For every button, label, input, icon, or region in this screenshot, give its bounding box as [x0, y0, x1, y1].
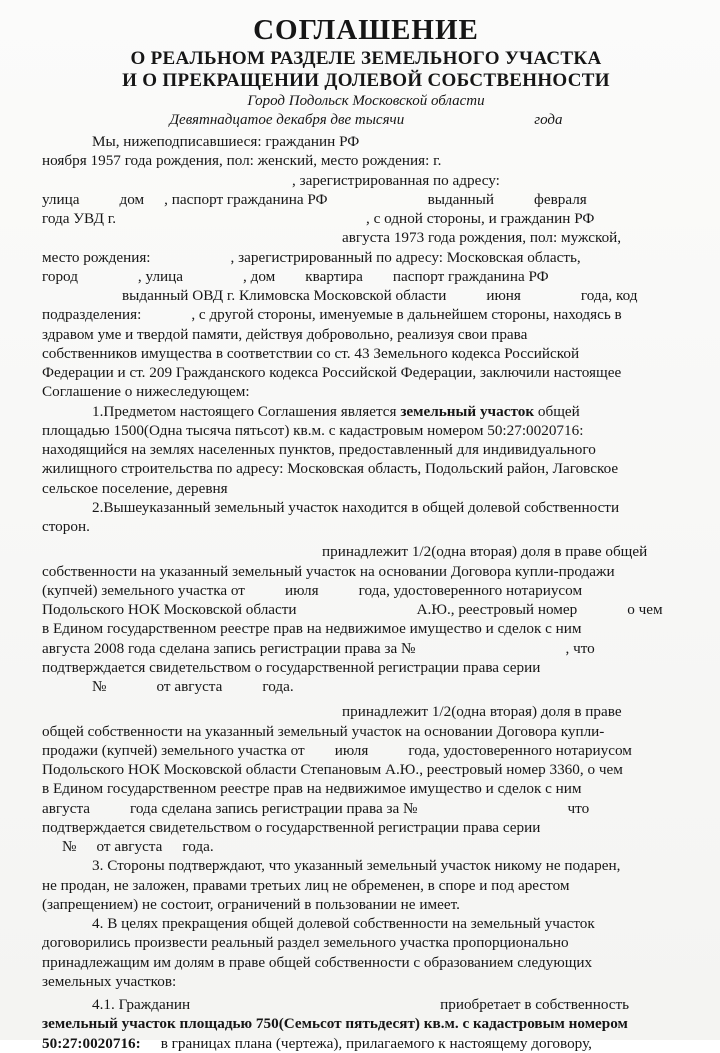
clause-4-line-2 [42, 933, 690, 952]
clause-2a-line-3 [42, 581, 690, 600]
intro-text: паспорт гражданина РФ [392, 267, 549, 285]
date-text: Девятнадцатое декабря две тысячи [169, 112, 405, 128]
intro-line-5 [42, 209, 690, 228]
intro-text: выданный [427, 190, 494, 208]
clause-text: общей [537, 402, 580, 420]
clause-4-1-line-2 [42, 1014, 690, 1033]
clause-4-1-line-3 [42, 1034, 690, 1053]
clause-text: Подольского НОК Московской области Степановым А.Ю., реестровый номер 3360, о чем [42, 761, 623, 778]
clause-2a-line-1 [42, 542, 690, 561]
clause-1-line-2 [42, 421, 690, 440]
intro-text: года, код [580, 287, 638, 304]
intro-text: собственников имущества в соответствии со ст. 43 Земельного кодекса Российской [42, 344, 580, 362]
clause-2a-line-5 [42, 619, 690, 638]
clause-text: года, удостоверенного нотариусом [358, 581, 583, 599]
intro-line-14 [42, 382, 690, 401]
intro-text: , дом [243, 267, 276, 285]
clause-text: общей собственности на указанный земельный участок на основании Договора купли- [42, 722, 605, 740]
clause-text: не продан, не заложен, правами третьих лиц не обременен, в споре и под арестом [42, 876, 570, 894]
clause-text: 1.Предметом настоящего Соглашения является [92, 402, 397, 420]
clause-3-line-3 [42, 895, 690, 914]
clause-text: сельское поселение, деревня [42, 479, 228, 497]
intro-text: здравом уме и твердой памяти, действуя добровольно, реализуя свои права [42, 325, 528, 343]
clause-4-line-1 [42, 914, 690, 933]
clause-text: принадлежит 1/2(одна вторая) доля в праве [342, 703, 622, 721]
intro-line-6 [42, 228, 690, 247]
clause-text: года, удостоверенного нотариусом [408, 741, 632, 759]
document-title: СОГЛАШЕНИЕ [253, 14, 479, 46]
clause-4-line-4 [42, 972, 690, 991]
intro-line-11 [42, 325, 690, 344]
clause-3-line-1 [42, 856, 690, 875]
clause-text: 3. Стороны подтверждают, что указанный земельный участок никому не подарен, [92, 857, 621, 875]
clause-3-line-2 [42, 876, 690, 895]
intro-text: года УВД г. [42, 210, 117, 227]
intro-line-3 [42, 171, 690, 190]
clause-1-line-4 [42, 459, 690, 478]
clause-1-line-1 [42, 402, 690, 421]
clause-text: подтверждается свидетельством о государственной регистрации права серии [42, 658, 541, 676]
clause-text: в Едином государственном реестре прав на недвижимое имущество и сделок с ним [42, 620, 582, 638]
clause-text: августа 2008 года сделана запись регистрации права за № [42, 639, 416, 657]
clause-text: подтверждается свидетельством о государственной регистрации права серии [42, 818, 541, 836]
clause-text: приобретает в собственность [440, 996, 630, 1013]
clause-text: 4.1. [92, 996, 115, 1013]
clause-text: августа [114, 838, 163, 855]
clause-2b-line-4 [42, 760, 690, 779]
clause-2b-line-6 [42, 799, 690, 818]
intro-text: квартира [305, 267, 363, 285]
clause-text: договорились произвести реальный раздел земельного участка пропорционально [42, 934, 569, 952]
clause-2a-line-8 [42, 677, 690, 696]
clause-2a-line-2 [42, 562, 690, 581]
intro-text: выданный ОВД г. Климовска Московской области [122, 287, 447, 304]
clause-text: (запрещением) не состоит, ограничений в пользовании не имеет. [42, 895, 460, 913]
intro-text: , паспорт гражданина РФ [164, 190, 328, 208]
intro-line-4 [42, 190, 690, 209]
clause-text: жилищного строительства по адресу: Московская область, Подольский район, Лаговское [42, 460, 619, 478]
intro-text: место рождения: [42, 248, 151, 266]
intro-text: , с одной стороны, и гражданин РФ [366, 210, 595, 227]
clause-text: года. [262, 678, 294, 695]
clause-text: Подольского НОК Московской области [42, 601, 297, 618]
clause-text: июля [334, 741, 369, 759]
intro-line-7 [42, 248, 690, 267]
clause-text: находящийся на землях населенных пунктов, предоставленный для индивидуального [42, 441, 596, 458]
clause-text: о чем [627, 601, 663, 618]
clause-bold-text: земельный участок [400, 402, 535, 420]
date-year-word: года [534, 112, 563, 128]
intro-text: февраля [534, 190, 587, 208]
clause-2b-line-7 [42, 818, 690, 837]
clause-text: года сделана запись регистрации права за № [130, 799, 418, 817]
clause-text: (купчей) земельного участка от [42, 581, 245, 599]
clause-bold-text: 50:27:0020716: [42, 1034, 141, 1052]
clause-text: продажи (купчей) земельного участка от [42, 741, 305, 759]
intro-text: Мы, нижеподписавшиеся: гражданин РФ [92, 133, 360, 150]
document-date [42, 111, 690, 130]
document-body [42, 132, 690, 1053]
clause-text: сторон. [42, 518, 90, 535]
intro-text: июня [486, 287, 521, 304]
clause-text: Гражданин [118, 996, 191, 1013]
clause-4-line-3 [42, 953, 690, 972]
clause-text: года. [182, 838, 214, 855]
intro-text: город [42, 267, 78, 285]
clause-text: что [567, 799, 590, 817]
intro-text: , улица [137, 267, 184, 285]
document-subtitle-1: О РЕАЛЬНОМ РАЗДЕЛЕ ЗЕМЕЛЬНОГО УЧАСТКА [130, 48, 602, 69]
clause-text: 2.Вышеуказанный земельный участок находится в общей долевой собственности [92, 498, 620, 516]
clause-2b-line-5 [42, 779, 690, 798]
clause-text: площадью 1500(Одна тысяча пятьсот) кв.м. с кадастровым номером 50:27:0020716: [42, 421, 584, 439]
intro-line-13 [42, 363, 690, 382]
clause-2a-line-7 [42, 658, 690, 677]
clause-text: , что [565, 639, 595, 657]
clause-text: земельных участков: [42, 972, 177, 990]
intro-text: , с другой стороны, именуемые в дальнейшем стороны, находясь в [191, 306, 622, 324]
clause-2-line-2 [42, 517, 690, 536]
document-city: Город Подольск Московской области [247, 93, 485, 109]
clause-1-line-5 [42, 479, 690, 498]
clause-2b-line-3 [42, 741, 690, 760]
clause-text: А.Ю., реестровый номер [416, 601, 578, 618]
intro-text: подразделения: [42, 306, 142, 324]
intro-line-2 [42, 151, 690, 170]
intro-line-12 [42, 344, 690, 363]
clause-2b-line-8 [42, 837, 690, 856]
clause-text: в Едином государственном реестре прав на недвижимое имущество и сделок с ним [42, 780, 582, 798]
clause-text: июля [284, 581, 319, 599]
intro-text: улица [42, 190, 80, 208]
intro-text: Соглашение о нижеследующем: [42, 383, 250, 401]
clause-text: № [62, 838, 77, 855]
clause-text: принадлежащим им долям в праве общей собственности с образованием следующих [42, 953, 593, 971]
intro-text: , зарегистрированный по адресу: Московская область, [230, 248, 581, 266]
clause-text: 4. В целях прекращения общей долевой собственности на земельный участок [92, 915, 595, 932]
clause-text: от [156, 678, 171, 695]
intro-text: ноября 1957 года рождения, пол: женский, место рождения: г. [42, 152, 442, 170]
clause-1-line-3 [42, 440, 690, 459]
clause-text: августа [174, 678, 223, 695]
clause-text: августа [42, 799, 91, 817]
clause-text: принадлежит 1/2(одна вторая) доля в праве общей [322, 543, 648, 561]
clause-2-line-1 [42, 498, 690, 517]
clause-4-1-line-1 [42, 995, 690, 1014]
clause-2a-line-6 [42, 639, 690, 658]
clause-text: собственности на указанный земельный участок на основании Договора купли-продажи [42, 562, 615, 580]
clause-bold-text: земельный участок площадью 750(Семьсот пятьдесят) кв.м. с кадастровым номером [42, 1015, 628, 1033]
clause-2a-line-4 [42, 600, 690, 619]
intro-text: , зарегистрированная по адресу: [292, 171, 500, 189]
intro-line-9 [42, 286, 690, 305]
document-subtitle-2: И О ПРЕКРАЩЕНИИ ДОЛЕВОЙ СОБСТВЕННОСТИ [122, 70, 610, 91]
intro-text: Федерации и ст. 209 Гражданского кодекса Российской Федерации, заключили настоящее [42, 364, 622, 381]
clause-text: от [96, 838, 111, 855]
intro-text: дом [119, 190, 145, 208]
intro-line-10 [42, 305, 690, 324]
intro-line-1 [42, 132, 690, 151]
clause-text: в границах плана (чертежа), прилагаемого к настоящему договору, [160, 1034, 592, 1052]
clause-text: № [92, 678, 107, 695]
clause-2b-line-2 [42, 722, 690, 741]
clause-2b-line-1 [42, 702, 690, 721]
intro-line-8 [42, 267, 690, 286]
intro-text: августа 1973 года рождения, пол: мужской, [342, 229, 622, 247]
